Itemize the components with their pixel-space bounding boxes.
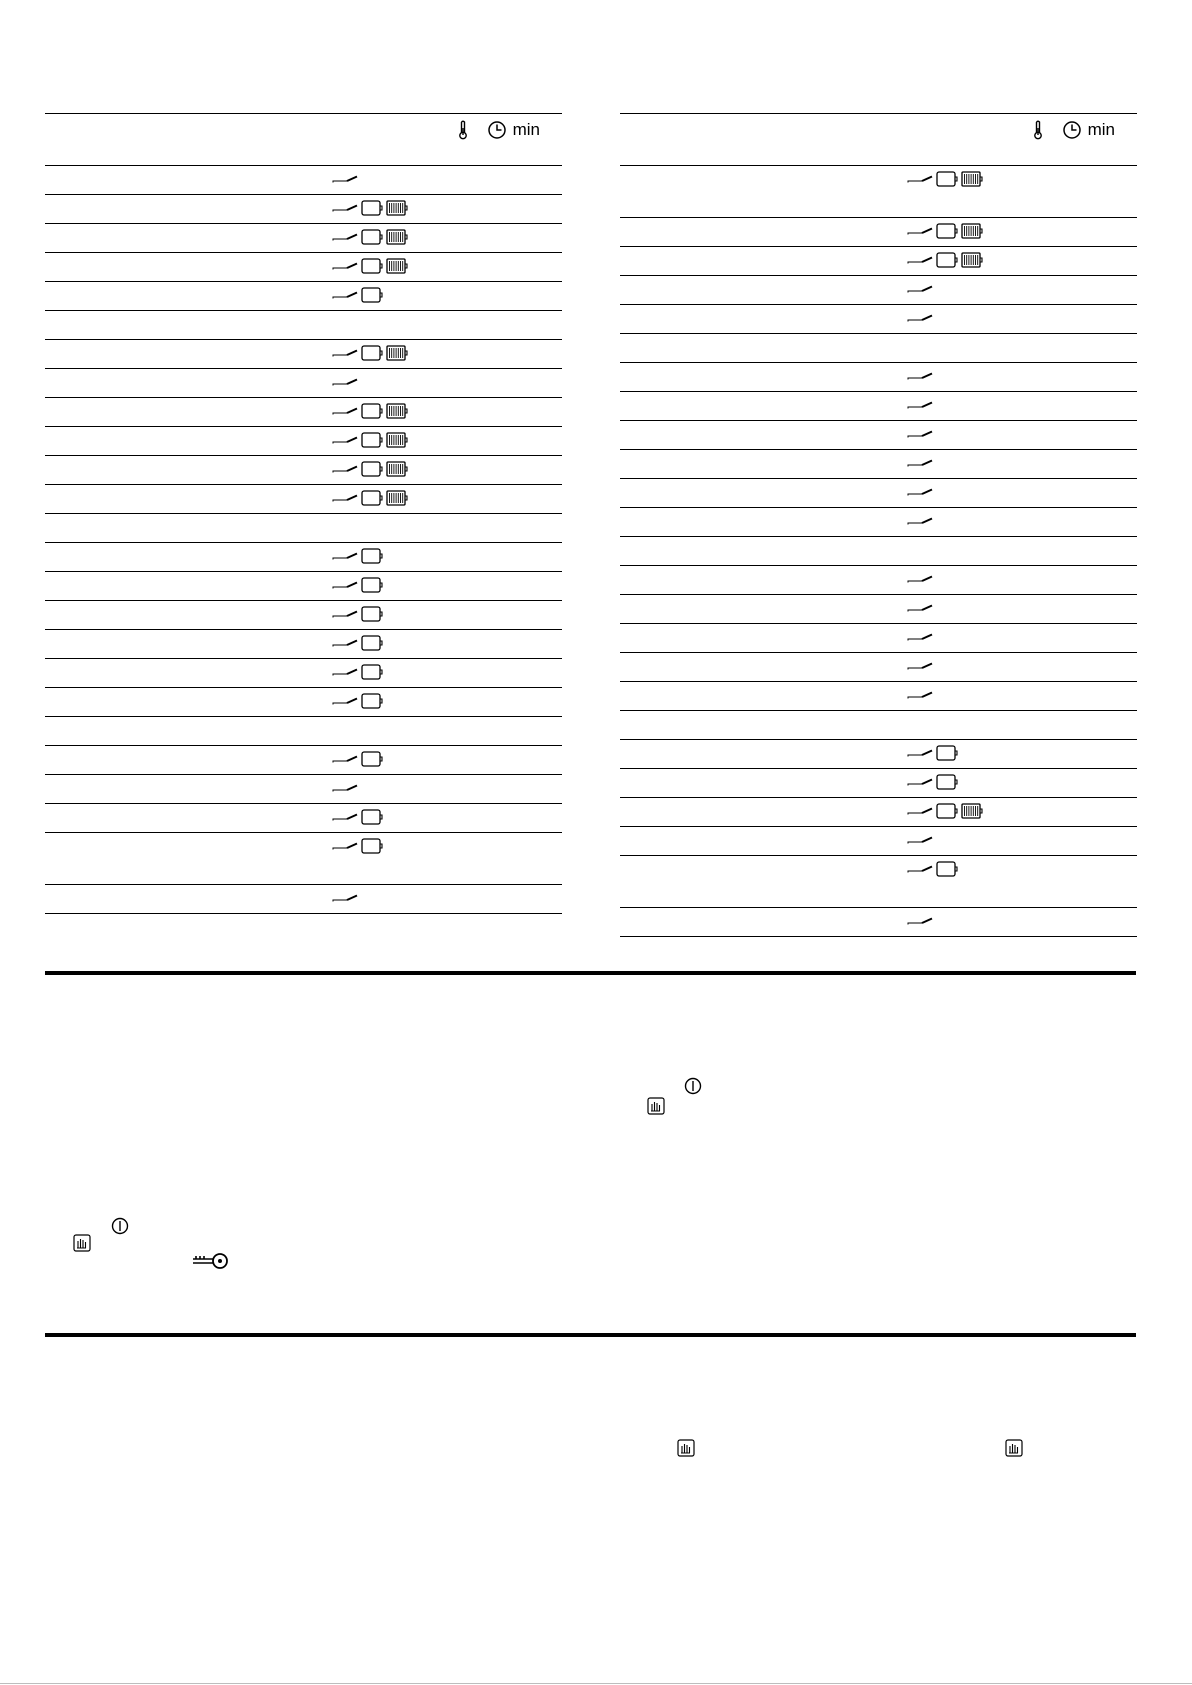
accessory-symbols <box>907 252 983 268</box>
right-table <box>620 113 1137 937</box>
section-divider <box>45 971 1136 975</box>
accessory-symbols <box>332 606 383 622</box>
thermometer-icon <box>1032 120 1044 140</box>
clock-icon <box>487 120 507 140</box>
table-row <box>45 543 562 572</box>
baking-tray-icon <box>361 751 383 767</box>
spatula-icon <box>332 203 358 213</box>
spatula-icon <box>332 464 358 474</box>
accessory-symbols <box>332 890 358 906</box>
baking-tray-icon <box>361 200 383 216</box>
accessory-symbols <box>332 490 408 506</box>
accessory-symbols <box>907 687 933 703</box>
accessory-symbols <box>332 403 408 419</box>
hand-touch-icon <box>1005 1439 1023 1457</box>
table-row <box>620 421 1137 450</box>
wire-rack-icon <box>961 171 983 187</box>
spatula-icon <box>907 429 933 439</box>
baking-tray-icon <box>361 345 383 361</box>
table-row <box>620 276 1137 305</box>
spatula-icon <box>332 174 358 184</box>
table-row <box>45 833 562 885</box>
spatula-icon <box>332 406 358 416</box>
table-row <box>620 740 1137 769</box>
accessory-symbols <box>332 345 408 361</box>
table-row <box>620 682 1137 711</box>
spatula-icon <box>907 916 933 926</box>
spatula-icon <box>907 806 933 816</box>
table-row <box>45 340 562 369</box>
baking-tray-icon <box>361 606 383 622</box>
table-row <box>45 253 562 282</box>
spatula-icon <box>907 574 933 584</box>
spatula-icon <box>907 371 933 381</box>
spatula-icon <box>907 174 933 184</box>
accessory-symbols <box>907 774 958 790</box>
accessory-symbols <box>332 664 383 680</box>
table-row <box>620 305 1137 334</box>
spatula-icon <box>907 313 933 323</box>
spatula-icon <box>332 232 358 242</box>
baking-tray-icon <box>361 548 383 564</box>
table-row <box>45 398 562 427</box>
accessory-symbols <box>907 310 933 326</box>
wire-rack-icon <box>386 258 408 274</box>
accessory-symbols <box>907 397 933 413</box>
accessory-symbols <box>907 745 958 761</box>
baking-tray-icon <box>361 432 383 448</box>
spatula-icon <box>907 516 933 526</box>
header-icons <box>1032 120 1115 140</box>
table-row <box>45 195 562 224</box>
table-row <box>620 334 1137 363</box>
accessory-symbols <box>332 838 383 854</box>
thermometer-icon <box>457 120 469 140</box>
spatula-icon <box>332 754 358 764</box>
table-row <box>45 630 562 659</box>
wire-rack-icon <box>386 490 408 506</box>
table-row <box>620 566 1137 595</box>
accessory-symbols <box>907 861 958 877</box>
hand-touch-icon <box>677 1439 695 1457</box>
spatula-icon <box>907 835 933 845</box>
spatula-icon <box>332 377 358 387</box>
baking-tray-icon <box>361 838 383 854</box>
spatula-icon <box>332 893 358 903</box>
spatula-icon <box>907 632 933 642</box>
spatula-icon <box>907 458 933 468</box>
accessory-symbols <box>332 287 383 303</box>
hand-touch-icon <box>647 1097 665 1115</box>
accessory-symbols <box>907 455 933 471</box>
table-row <box>620 624 1137 653</box>
wire-rack-icon <box>386 345 408 361</box>
spatula-icon <box>332 348 358 358</box>
table-header <box>620 114 1137 166</box>
baking-tray-icon <box>361 461 383 477</box>
table-row <box>620 856 1137 908</box>
table-row <box>45 804 562 833</box>
time-unit-label: min <box>512 120 540 139</box>
accessory-symbols <box>907 484 933 500</box>
accessory-symbols <box>332 229 408 245</box>
accessory-symbols <box>332 200 408 216</box>
baking-tray-icon <box>361 403 383 419</box>
table-row <box>45 311 562 340</box>
table-row <box>620 247 1137 276</box>
accessory-symbols <box>332 461 408 477</box>
accessory-symbols <box>907 600 933 616</box>
table-row <box>45 485 562 514</box>
spatula-icon <box>332 783 358 793</box>
spatula-icon <box>907 400 933 410</box>
spatula-icon <box>907 661 933 671</box>
clock-icon <box>1062 120 1082 140</box>
baking-tray-icon <box>361 664 383 680</box>
spatula-icon <box>907 487 933 497</box>
accessory-symbols <box>332 577 383 593</box>
table-row <box>620 392 1137 421</box>
baking-tray-icon <box>936 745 958 761</box>
table-row <box>45 717 562 746</box>
accessory-symbols <box>907 513 933 529</box>
section-divider <box>45 1333 1136 1337</box>
wire-rack-icon <box>386 229 408 245</box>
spatula-icon <box>332 812 358 822</box>
accessory-symbols <box>332 432 408 448</box>
table-row <box>620 908 1137 937</box>
accessory-symbols <box>332 693 383 709</box>
spatula-icon <box>907 284 933 294</box>
wire-rack-icon <box>961 803 983 819</box>
accessory-symbols <box>332 635 383 651</box>
table-row <box>45 775 562 804</box>
accessory-symbols <box>332 548 383 564</box>
table-row <box>620 653 1137 682</box>
accessory-symbols <box>907 913 933 929</box>
accessory-symbols <box>907 571 933 587</box>
table-row <box>620 508 1137 537</box>
baking-tray-icon <box>361 635 383 651</box>
power-icon <box>684 1077 702 1095</box>
hand-touch-icon <box>73 1234 91 1252</box>
accessory-symbols <box>907 223 983 239</box>
table-row <box>620 218 1137 247</box>
table-row <box>45 224 562 253</box>
accessory-symbols <box>907 658 933 674</box>
key-icon <box>192 1251 230 1271</box>
wire-rack-icon <box>386 461 408 477</box>
baking-tray-icon <box>361 287 383 303</box>
baking-tray-icon <box>361 229 383 245</box>
baking-tray-icon <box>361 693 383 709</box>
spatula-icon <box>332 551 358 561</box>
table-row <box>620 363 1137 392</box>
spatula-icon <box>332 638 358 648</box>
power-icon <box>111 1217 129 1235</box>
accessory-symbols <box>907 171 983 187</box>
table-row <box>45 427 562 456</box>
table-row <box>620 827 1137 856</box>
baking-tray-icon <box>361 258 383 274</box>
spatula-icon <box>332 841 358 851</box>
spatula-icon <box>332 667 358 677</box>
table-row <box>45 688 562 717</box>
baking-tray-icon <box>936 774 958 790</box>
wire-rack-icon <box>386 200 408 216</box>
page-bottom-edge <box>0 1683 1192 1684</box>
accessory-symbols <box>332 374 358 390</box>
spatula-icon <box>332 696 358 706</box>
accessory-symbols <box>907 426 933 442</box>
accessory-symbols <box>332 809 383 825</box>
header-icons <box>457 120 540 140</box>
table-row <box>45 572 562 601</box>
spatula-icon <box>907 690 933 700</box>
baking-tray-icon <box>361 490 383 506</box>
accessory-symbols <box>907 281 933 297</box>
accessory-symbols <box>332 171 358 187</box>
table-row <box>45 601 562 630</box>
table-row <box>45 369 562 398</box>
spatula-icon <box>907 603 933 613</box>
table-row <box>45 166 562 195</box>
spatula-icon <box>332 435 358 445</box>
baking-tray-icon <box>936 171 958 187</box>
spatula-icon <box>907 226 933 236</box>
accessory-symbols <box>332 258 408 274</box>
wire-rack-icon <box>961 223 983 239</box>
baking-tray-icon <box>936 861 958 877</box>
wire-rack-icon <box>386 403 408 419</box>
table-row <box>620 166 1137 218</box>
table-row <box>45 885 562 914</box>
accessory-symbols <box>907 368 933 384</box>
baking-tray-icon <box>936 803 958 819</box>
spatula-icon <box>907 777 933 787</box>
left-table <box>45 113 562 914</box>
accessory-symbols <box>332 780 358 796</box>
accessory-symbols <box>332 751 383 767</box>
table-row <box>620 450 1137 479</box>
accessory-symbols <box>907 803 983 819</box>
baking-tray-icon <box>936 223 958 239</box>
spatula-icon <box>907 864 933 874</box>
spatula-icon <box>332 290 358 300</box>
table-row <box>45 514 562 543</box>
table-row <box>620 769 1137 798</box>
table-row <box>45 456 562 485</box>
baking-tray-icon <box>361 809 383 825</box>
spatula-icon <box>332 609 358 619</box>
table-header <box>45 114 562 166</box>
table-row <box>620 798 1137 827</box>
spatula-icon <box>907 748 933 758</box>
accessory-symbols <box>907 629 933 645</box>
table-row <box>620 479 1137 508</box>
table-row <box>45 746 562 775</box>
accessory-symbols <box>907 832 933 848</box>
table-row <box>45 282 562 311</box>
wire-rack-icon <box>961 252 983 268</box>
spatula-icon <box>332 580 358 590</box>
time-unit-label: min <box>1087 120 1115 139</box>
baking-tray-icon <box>361 577 383 593</box>
table-row <box>620 537 1137 566</box>
spatula-icon <box>332 493 358 503</box>
spatula-icon <box>332 261 358 271</box>
table-row <box>45 659 562 688</box>
baking-tray-icon <box>936 252 958 268</box>
table-row <box>620 595 1137 624</box>
table-row <box>620 711 1137 740</box>
wire-rack-icon <box>386 432 408 448</box>
spatula-icon <box>907 255 933 265</box>
